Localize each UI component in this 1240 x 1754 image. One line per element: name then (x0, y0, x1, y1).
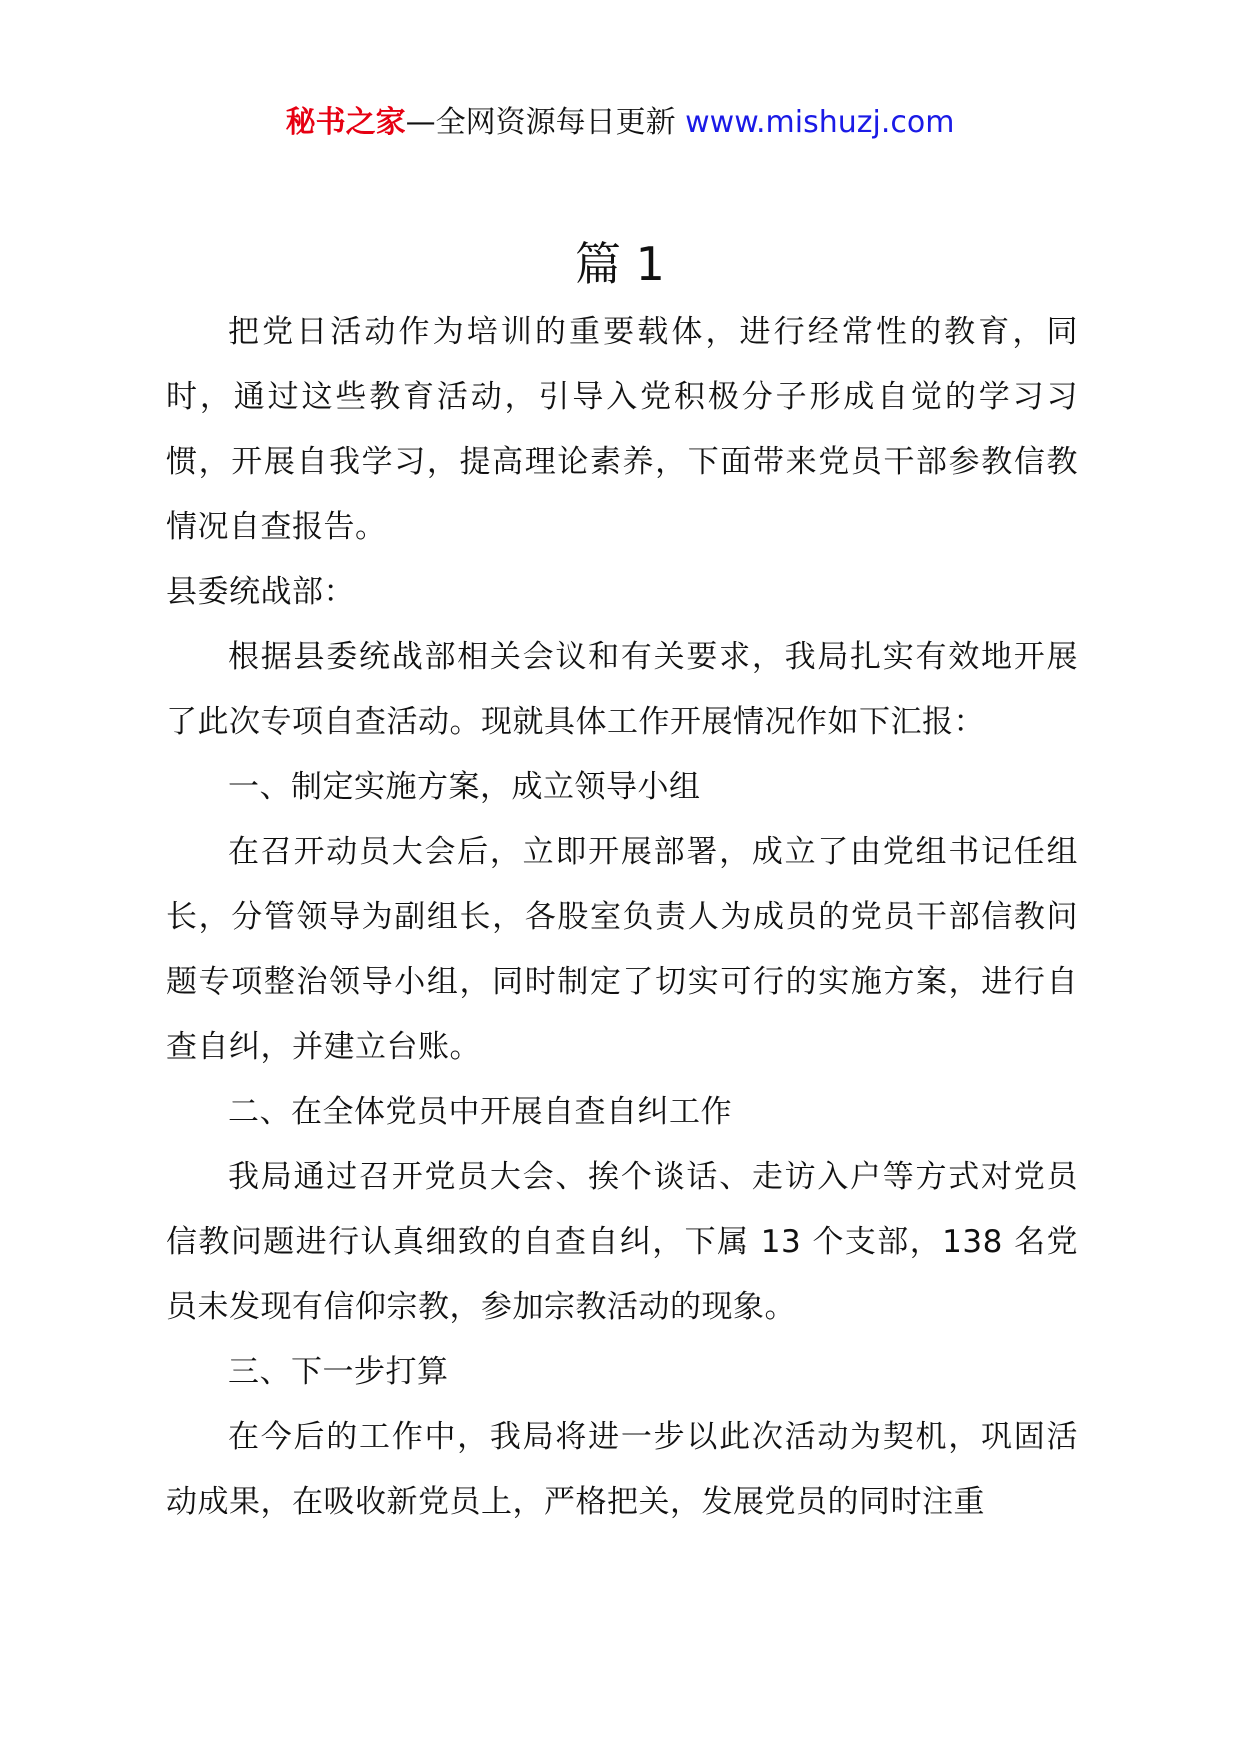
page-header (0, 100, 1240, 146)
body-paragraph: 在召开动员大会后，立即开展部署，成立了由党组书记任组长，分管领导为副组长，各股室负责人为成员的党员干部信教问题专项整治领导小组，同时制定了切实可行的实施方案，进行自查自纠，并建立台账。 (166, 834, 1078, 1065)
body-paragraph: 一、制定实施方案，成立领导小组 (228, 769, 701, 805)
body-paragraph: 根据县委统战部相关会议和有关要求，我局扎实有效地开展了此次专项自查活动。现就具体工作开展情况作如下汇报： (166, 639, 1078, 740)
body-paragraph: 二、在全体党员中开展自查自纠工作 (228, 1094, 732, 1130)
body-paragraph: 三、下一步打算 (228, 1354, 449, 1390)
header-url-link[interactable]: www.mishuzj.com (685, 105, 955, 140)
header-tagline: —全网资源每日更新 (405, 105, 676, 140)
body-paragraph: 县委统战部： (166, 574, 355, 610)
document-body (166, 300, 1078, 1535)
body-paragraph: 把党日活动作为培训的重要载体，进行经常性的教育，同时，通过这些教育活动，引导入党积极分子形成自觉的学习习惯，开展自我学习，提高理论素养，下面带来党员干部参教信教情况自查报告。 (166, 314, 1078, 545)
header-brand: 秘书之家 (285, 105, 406, 140)
body-paragraph: 我局通过召开党员大会、挨个谈话、走访入户等方式对党员信教问题进行认真细致的自查自纠，下属 13 个支部，138 名党员未发现有信仰宗教，参加宗教活动的现象。 (166, 1159, 1078, 1325)
body-paragraph: 在今后的工作中，我局将进一步以此次活动为契机，巩固活动成果，在吸收新党员上，严格把关，发展党员的同时注重 (166, 1419, 1078, 1520)
document-title: 篇 1 (575, 237, 665, 291)
